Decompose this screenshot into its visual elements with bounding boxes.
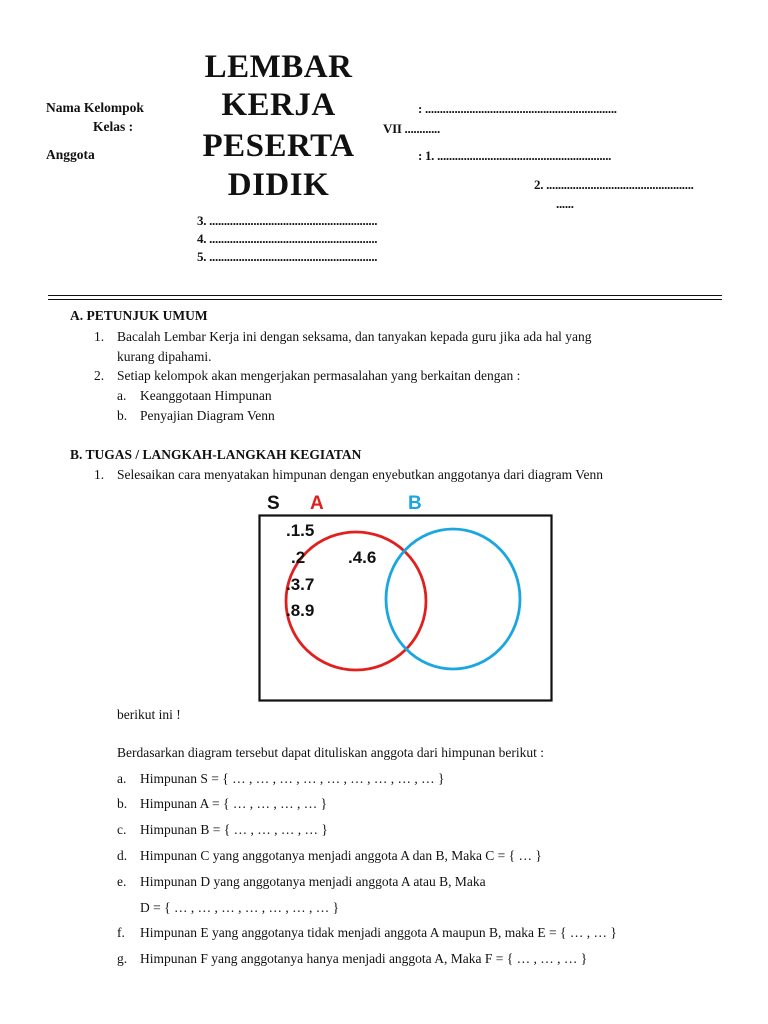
venn-element-8-9: .8.9 — [286, 601, 315, 620]
anggota-4-field[interactable]: 4. ......................................................... — [197, 231, 378, 246]
section-a-sub-a-letter: a. — [117, 388, 127, 403]
kelas-field[interactable]: VII ............ — [383, 121, 440, 136]
question-b-letter: b. — [117, 796, 128, 811]
section-a-heading: A. PETUNJUK UMUM — [70, 308, 208, 323]
venn-label-b: B — [408, 493, 422, 514]
venn-element-1-5: .1.5 — [286, 521, 315, 540]
section-b-heading: B. TUGAS / LANGKAH-LANGKAH KEGIATAN — [70, 447, 362, 462]
question-b: Himpunan A = { … , … , … , … } — [140, 796, 328, 811]
nama-field[interactable]: : ................................................................. — [418, 101, 617, 116]
venn-diagram — [255, 488, 555, 704]
set-b-circle — [386, 529, 520, 669]
question-d-letter: d. — [117, 848, 128, 863]
venn-element-4-6: .4.6 — [348, 548, 377, 567]
header-divider — [48, 295, 722, 296]
anggota-3-field[interactable]: 3. ......................................................... — [197, 213, 378, 228]
label-anggota: Anggota — [46, 147, 95, 162]
question-e-letter: e. — [117, 874, 127, 889]
label-kelas: Kelas : — [93, 119, 134, 134]
section-a-item1-line2: kurang dipahami. — [117, 349, 212, 364]
venn-label-a: A — [310, 493, 324, 514]
section-b-intro: Berdasarkan diagram tersebut dapat dituliskan anggota dari himpunan berikut : — [117, 745, 544, 760]
section-b-item1-line1: Selesaikan cara menyatakan himpunan dengan enyebutkan anggotanya dari diagram Venn — [117, 467, 603, 482]
question-f: Himpunan E yang anggotanya tidak menjadi anggota A maupun B, maka E = { … , … } — [140, 925, 617, 940]
question-g-letter: g. — [117, 951, 128, 966]
question-c: Himpunan B = { … , … , … , … } — [140, 822, 328, 837]
question-a-letter: a. — [117, 771, 127, 786]
question-d: Himpunan C yang anggotanya menjadi anggota A dan B, Maka C = { … } — [140, 848, 542, 863]
question-e-cont: D = { … , … , … , … , … , … , … } — [140, 900, 340, 915]
title-line-3: PESERTA — [202, 128, 355, 164]
section-b-item1-line2: berikut ini ! — [117, 707, 181, 722]
section-a-item1-num: 1. — [94, 329, 105, 344]
question-f-letter: f. — [117, 925, 125, 940]
header-divider-thin — [48, 299, 722, 300]
title-line-2: KERJA — [221, 87, 336, 123]
label-nama-kelompok: Nama Kelompok — [46, 100, 144, 115]
question-a: Himpunan S = { … , … , … , … , … , … , … , … , … } — [140, 771, 445, 786]
anggota-5-field[interactable]: 5. ......................................................... — [197, 249, 378, 264]
section-b-item1-num: 1. — [94, 467, 105, 482]
section-a-sub-b: Penyajian Diagram Venn — [140, 408, 275, 423]
section-a-item1-line1: Bacalah Lembar Kerja ini dengan seksama, dan tanyakan kepada guru jika ada hal yang — [117, 329, 592, 344]
section-a-item2-num: 2. — [94, 368, 105, 383]
section-a-item2-line1: Setiap kelompok akan mengerjakan permasalahan yang berkaitan dengan : — [117, 368, 521, 383]
question-e: Himpunan D yang anggotanya menjadi anggota A atau B, Maka — [140, 874, 486, 889]
venn-element-3-7: .3.7 — [286, 575, 315, 594]
question-c-letter: c. — [117, 822, 127, 837]
venn-label-s: S — [267, 493, 280, 514]
title-line-4: DIDIK — [227, 167, 330, 203]
venn-element-2: .2 — [291, 548, 306, 567]
section-a-sub-b-letter: b. — [117, 408, 128, 423]
section-a-sub-a: Keanggotaan Himpunan — [140, 388, 272, 403]
question-g: Himpunan F yang anggotanya hanya menjadi anggota A, Maka F = { … , … , … } — [140, 951, 588, 966]
title-line-1: LEMBAR — [204, 49, 353, 85]
anggota-1-field[interactable]: : 1. ........................................................... — [418, 148, 612, 163]
anggota-2-field-cont: ...... — [556, 196, 574, 211]
anggota-2-field[interactable]: 2. .................................................. — [534, 177, 694, 192]
